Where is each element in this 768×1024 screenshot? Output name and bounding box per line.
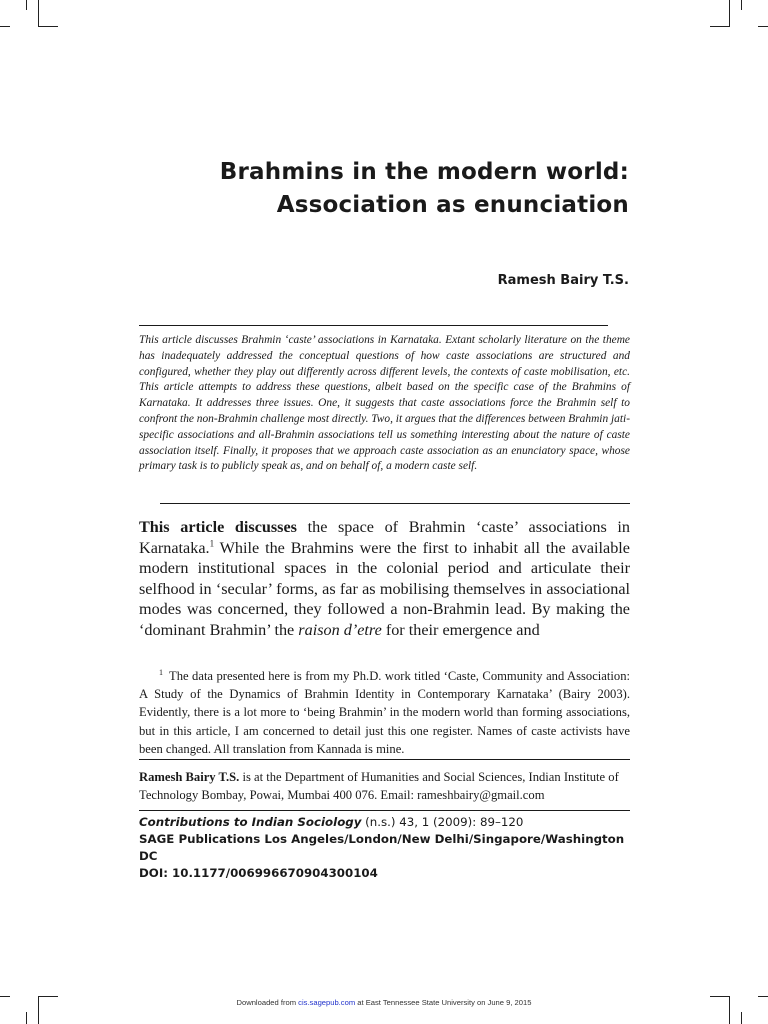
crop-mark [758, 996, 768, 997]
download-source-link[interactable]: cis.sagepub.com [298, 998, 356, 1007]
footnote [139, 667, 630, 758]
crop-mark [710, 996, 730, 997]
footnote-marker: 1 [159, 667, 163, 677]
download-prefix: Downloaded from [236, 998, 299, 1007]
download-suffix: at East Tennessee State University on June 9, 2015 [355, 998, 532, 1007]
crop-mark [26, 1012, 27, 1024]
crop-mark [38, 0, 39, 26]
footnote-reference[interactable]: 1 [209, 538, 215, 549]
footnote-text: The data presented here is from my Ph.D. work titled ‘Caste, Community and Association: A Study of the Dynamics of Brahmin Identity in Contemporary Karnataka’ (Bairy 2003). Evidently, there is a lot more to ‘being Brahmin’ in the modern world than forming associations, but in this article, I am concerned to detail just this one register. Names of caste activists have been changed. All translation from Kannada is mine. [139, 669, 630, 756]
affiliation-top-rule [139, 759, 630, 760]
journal-doi: DOI: 10.1177/006996670904300104 [139, 866, 378, 880]
download-notice [0, 998, 768, 1007]
body-paragraph [139, 517, 630, 641]
journal-volume-info: (n.s.) 43, 1 (2009): 89–120 [361, 815, 524, 829]
crop-mark [0, 996, 10, 997]
body-text-part-1: the space of Brahmin ‘caste’ associations in Karnataka. [139, 518, 630, 557]
journal-title: Contributions to Indian Sociology [139, 815, 362, 829]
body-italic-phrase: raison d’etre [298, 620, 382, 639]
abstract: This article discusses Brahmin ‘caste’ associations in Karnataka. Extant scholarly literature on the theme has inadequately addressed the conceptual questions of how caste associations are structured and configured, whether they play out differently across different levels, the contexts of caste mobilisation, etc. This article attempts to address these questions, albeit based on the specific case of the Brahmins of Karnataka. It addresses three issues. One, it suggests that caste associations force the Brahmin self to confront the non-Brahmin challenge most directly. Two, it argues that the differences between Brahmin jati-specific associations and all-Brahmin associations tell us something interesting about the nature of caste association itself. Finally, it proposes that we approach caste association as an enunciatory space, whose primary task is to publicly speak as, and on behalf of, a modern caste self. [139, 334, 630, 473]
abstract-top-rule [139, 325, 608, 326]
affiliation-bottom-rule [139, 810, 630, 811]
author-name: Ramesh Bairy T.S. [497, 273, 629, 288]
title-line-1: Brahmins in the modern world: [219, 159, 629, 185]
abstract-bottom-rule [160, 503, 630, 504]
crop-mark [758, 26, 768, 27]
journal-citation [139, 814, 639, 831]
crop-mark [710, 26, 730, 27]
body-text-part-2: While the Brahmins were the first to inhabit all the available modern institutional spaces in the colonial period and articulate their selfhood in ‘secular’ forms, as far as mobilising themselves in associational modes was concerned, they followed a non-Brahmin lead. By making the ‘dominant Brahmin’ the [139, 538, 630, 639]
title-line-2: Association as enunciation [276, 192, 629, 218]
crop-mark [729, 0, 730, 26]
body-lead-in: This article discusses [139, 518, 297, 536]
journal-publisher: SAGE Publications Los Angeles/London/New Delhi/Singapore/Washington DC [139, 832, 625, 863]
affiliation-author-name: Ramesh Bairy T.S. [139, 770, 240, 784]
crop-mark [741, 0, 742, 10]
crop-mark [38, 996, 58, 997]
affiliation-text: is at the Department of Humanities and Social Sciences, Indian Institute of Technology Bombay, Powai, Mumbai 400 076. Email: rameshbairy@gmail.com [139, 770, 619, 803]
crop-mark [741, 1012, 742, 1024]
crop-mark [38, 26, 58, 27]
journal-info [139, 814, 639, 882]
article-title [220, 156, 629, 222]
crop-mark [0, 26, 10, 27]
body-text-part-3: for their emergence and [381, 620, 540, 639]
author-affiliation [139, 768, 630, 804]
crop-mark [26, 0, 27, 10]
